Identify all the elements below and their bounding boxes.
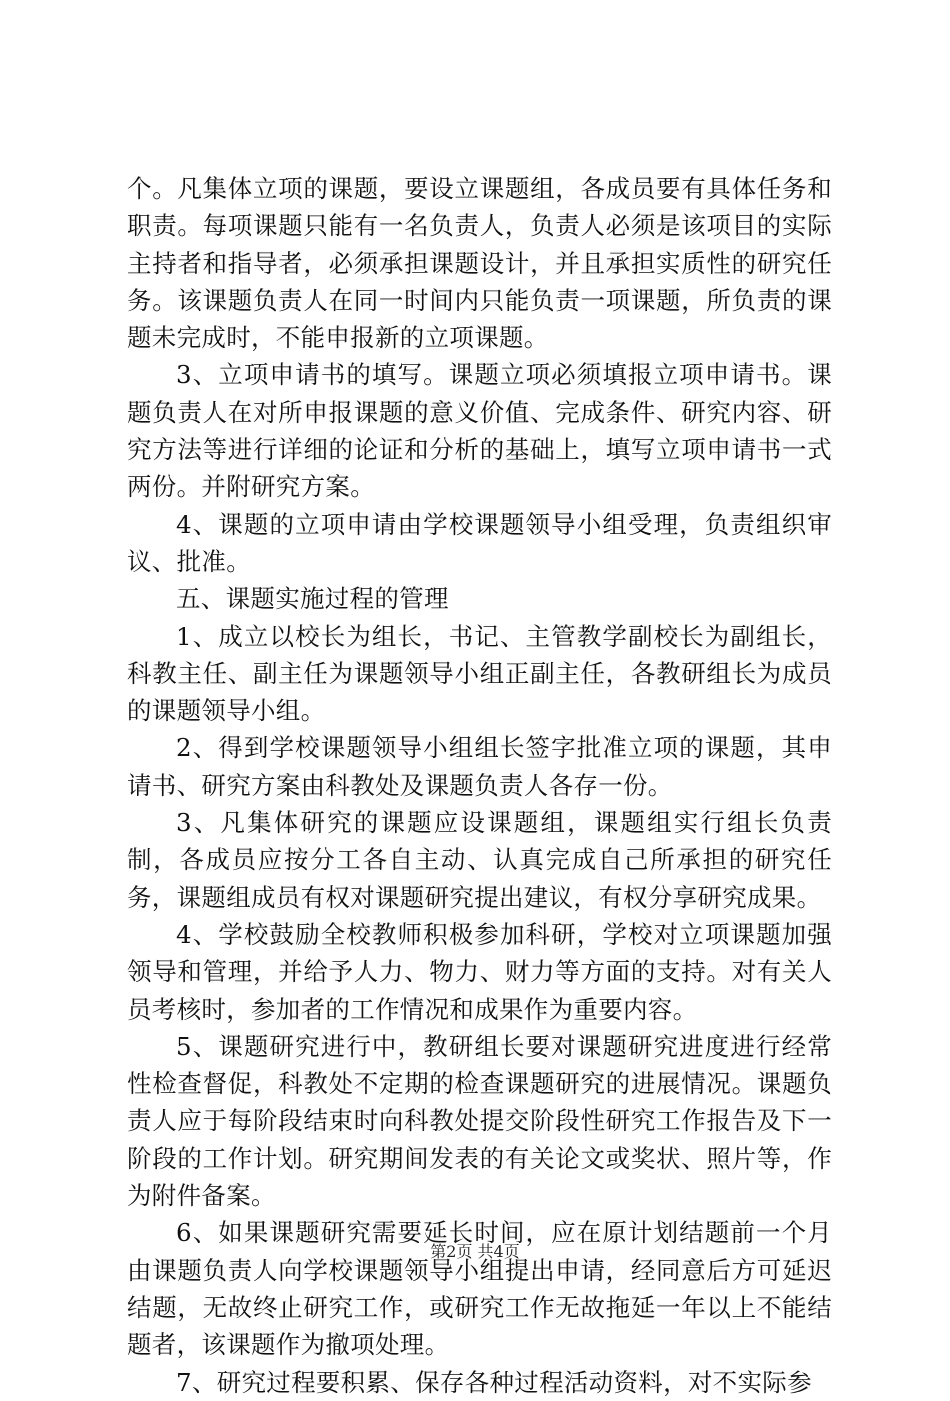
paragraph: 3、凡集体研究的课题应设课题组，课题组实行组长负责制，各成员应按分工各自主动、认真完成自己所承担的研究任务，课题组成员有权对课题研究提出建议，有权分享研究成果。: [127, 808, 832, 912]
paragraph: 6、如果课题研究需要延长时间，应在原计划结题前一个月由课题负责人向学校课题领导小组提出申请，经同意后方可延迟结题，无故终止研究工作，或研究工作无故拖延一年以上不能结题者，该课题作为撤项处理。: [127, 1218, 832, 1360]
paragraph: 4、课题的立项申请由学校课题领导小组受理，负责组织审议、批准。: [127, 509, 832, 576]
paragraph: 个。凡集体立项的课题，要设立课题组，各成员要有具体任务和职责。每项课题只能有一名负责人，负责人必须是该项目的实际主持者和指导者，必须承担课题设计，并且承担实质性的研究任务。该课题负责人在同一时间内只能负责一项课题，所负责的课题未完成时，不能申报新的立项课题。: [127, 174, 832, 353]
paragraph: 5、课题研究进行中，教研组长要对课题研究进度进行经常性检查督促，科教处不定期的检查课题研究的进展情况。课题负责人应于每阶段结束时向科教处提交阶段性研究工作报告及下一阶段的工作计划。研究期间发表的有关论文或奖状、照片等，作为附件备案。: [127, 1031, 832, 1211]
paragraph: 1、成立以校长为组长，书记、主管教学副校长为副组长，科教主任、副主任为课题领导小组正副主任，各教研组长为成员的课题领导小组。: [127, 621, 832, 726]
paragraph: 7、研究过程要积累、保存各种过程活动资料，对不实际参: [176, 1367, 812, 1397]
paragraph: 4、学校鼓励全校教师积极参加科研，学校对立项课题加强领导和管理，并给予人力、物力、财力等方面的支持。对有关人员考核时，参加者的工作情况和成果作为重要内容。: [127, 919, 832, 1024]
document-body: [127, 170, 832, 1401]
page-number-footer: 第2页 共4页: [430, 1242, 520, 1261]
paragraph: 3、立项申请书的填写。课题立项必须填报立项申请书。课题负责人在对所申报课题的意义价值、完成条件、研究内容、研究方法等进行详细的论证和分析的基础上，填写立项申请书一式两份。并附研究方案。: [127, 360, 832, 502]
section-heading: 五、课题实施过程的管理: [176, 584, 449, 614]
paragraph: 2、得到学校课题领导小组组长签字批准立项的课题，其申请书、研究方案由科教处及课题负责人各存一份。: [127, 733, 832, 800]
